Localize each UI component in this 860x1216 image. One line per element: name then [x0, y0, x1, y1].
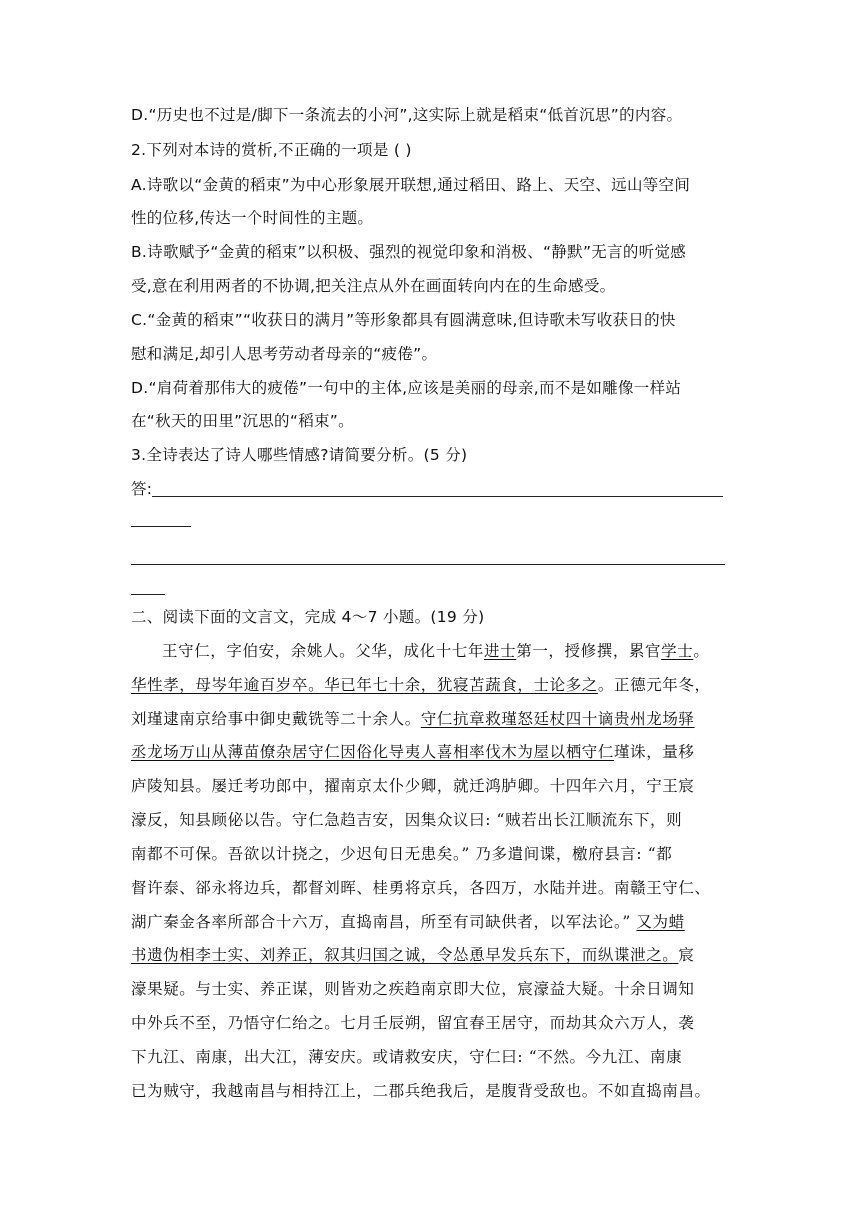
option-b-line-1: B.诗歌赋予“金黄的稻束”以积极、强烈的视觉印象和消极、“静默”无言的听觉感 — [131, 243, 687, 261]
answer-blank-line-1-continued[interactable] — [131, 526, 191, 527]
passage-text: 。正德元年冬， — [597, 676, 711, 694]
underlined-term: 学士 — [661, 642, 694, 660]
passage-line-5: 庐陵知县。屡迁考功郎中，擢南京太仆少卿，就迁鸿胪卿。十四年六月，宁王宸 — [131, 777, 695, 795]
section-2-heading: 二、阅读下面的文言文，完成 4～7 小题。(19 分) — [131, 608, 485, 626]
passage-line-3 — [131, 707, 695, 731]
passage-text: 瑾诛，量移 — [614, 743, 695, 761]
question-2: 2.下列对本诗的赏析,不正确的一项是 ( ) — [131, 141, 412, 159]
passage-text: 湖广秦金各率所部合十六万，直捣南昌，所至有司缺供者，以军法论。” — [131, 913, 637, 931]
option-b-line-2: 受,意在利用两者的不协调,把关注点从外在画面转向内在的生命感受。 — [131, 277, 616, 295]
passage-line-10 — [131, 943, 695, 967]
passage-line-9 — [131, 910, 685, 934]
answer-blank-line-1[interactable] — [152, 496, 723, 497]
option-c-line-1: C.“金黄的稻束”“收获日的满月”等形象都具有圆满意味,但诗歌未写收获日的快 — [131, 311, 676, 329]
passage-text: 。 — [693, 642, 710, 660]
passage-line-11: 濠果疑。与士实、养正谋，则皆劝之疾趋南京即大位，宸濠益大疑。十余日调知 — [131, 980, 695, 998]
option-c-line-2: 慰和满足,却引人思考劳动者母亲的“疲倦”。 — [131, 345, 438, 363]
passage-text: 第一，授修撰，累官 — [516, 642, 662, 660]
underlined-sentence: 华性孝，母岑年逾百岁卒。华已年七十余，犹寝苫蔬食，士论多之 — [131, 676, 598, 694]
underlined-sentence: 守仁抗章救瑾怒廷杖四十谪贵州龙场驿 — [420, 710, 695, 728]
option-d-line-1: D.“肩荷着那伟大的疲倦”一句中的主体,应该是美丽的母亲,而不是如雕像一样站 — [131, 379, 682, 397]
underlined-sentence: 又为蜡 — [636, 913, 685, 931]
question-3: 3.全诗表达了诗人哪些情感?请简要分析。(5 分) — [131, 446, 468, 464]
option-a-line-2: 性的位移,传达一个时间性的主题。 — [131, 209, 374, 227]
passage-line-13: 下九江、南康，出大江，薄安庆。或请救安庆，守仁曰: “不然。今九江、南康 — [131, 1048, 683, 1066]
answer-blank-line-2[interactable] — [131, 564, 725, 565]
passage-line-7: 南都不可保。吾欲以计挠之，少迟旬日无患矣。” 乃多遣间谍，檄府县言: “都 — [131, 845, 673, 863]
passage-line-4 — [131, 740, 695, 764]
passage-line-12: 中外兵不至，乃悟守仁绐之。七月壬辰朔，留宜春王居守，而劫其众六万人，袭 — [131, 1014, 695, 1032]
answer-label: 答: — [131, 480, 153, 498]
passage-line-1 — [162, 639, 709, 663]
underlined-sentence: 书遗伪相李士实、刘养正，叙其归国之诚，令怂恿早发兵东下，而纵谍泄之。 — [131, 946, 679, 964]
passage-text: 刘瑾逮南京给事中御史戴铣等二十余人。 — [131, 710, 421, 728]
passage-text: 王守仁，字伯安，余姚人。父华，成化十七年 — [162, 642, 485, 660]
passage-line-2 — [131, 673, 711, 697]
underlined-sentence: 丞龙场万山从薄苗僚杂居守仁因俗化导夷人喜相率伐木为屋以栖守仁 — [131, 743, 615, 761]
passage-line-8: 督许泰、郤永将边兵，都督刘晖、桂勇将京兵，各四万，水陆并进。南赣王守仁、 — [131, 879, 711, 897]
option-d-line-2: 在“秋天的田里”沉思的“稻束”。 — [131, 412, 354, 430]
option-a-line-1: A.诗歌以“金黄的稻束”为中心形象展开联想,通过稻田、路上、天空、远山等空间 — [131, 176, 691, 194]
option-d-statement: D.“历史也不过是/脚下一条流去的小河”,这实际上就是稻束“低首沉思”的内容。 — [131, 106, 683, 124]
passage-line-6: 濠反，知县顾佖以告。守仁急趋吉安，因集众议曰: “贼若出长江顺流东下，则 — [131, 811, 683, 829]
answer-blank-line-2-continued[interactable] — [131, 594, 165, 595]
passage-text: 宸 — [678, 946, 695, 964]
passage-line-14: 已为贼守，我越南昌与相持江上，二郡兵绝我后，是腹背受敌也。不如直捣南昌。 — [131, 1082, 711, 1100]
underlined-term: 进士 — [484, 642, 517, 660]
